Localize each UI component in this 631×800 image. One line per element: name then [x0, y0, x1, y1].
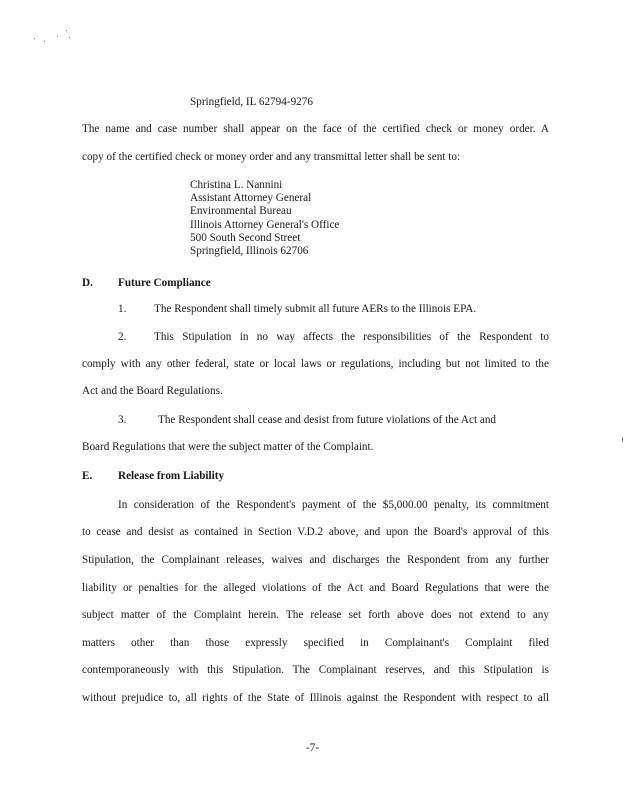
scan-speck: [69, 37, 70, 38]
section-e-letter: E.: [82, 470, 93, 482]
recipient-bureau: Environmental Bureau: [190, 205, 292, 218]
item-text: comply with any other federal, state or local laws or regulations, including but not limited to the: [82, 358, 549, 370]
paragraph-line: matters other than those expressly specified in Complainant's Complaint filed: [82, 637, 549, 649]
item-text: This Stipulation in no way affects the responsibilities of the Respondent to: [154, 331, 549, 343]
paragraph-line: The name and case number shall appear on the face of the certified check or money order. A: [82, 123, 549, 135]
paragraph-line: without prejudice to, all rights of the State of Illinois against the Respondent with respect to all: [82, 692, 549, 704]
paragraph-line: In consideration of the Respondent's payment of the $5,000.00 penalty, its commitment: [118, 499, 549, 511]
recipient-name: Christina L. Nannini: [190, 179, 283, 191]
paragraph-line: Stipulation, the Complainant releases, waives and discharges the Respondent from any further: [82, 554, 549, 566]
item-number: 2.: [118, 331, 127, 343]
recipient-city: Springfield, Illinois 62706: [190, 245, 309, 258]
recipient-address-block: [190, 179, 339, 258]
item-number: 3.: [118, 414, 127, 426]
scan-speck: [66, 30, 67, 31]
paragraph-line: subject matter of the Complaint herein. The release set forth above does not extend to any: [82, 609, 549, 621]
scan-speck: [44, 41, 45, 42]
page-number: -7-: [306, 742, 320, 754]
paragraph-line: copy of the certified check or money order and any transmittal letter shall be sent to:: [82, 151, 461, 163]
item-text: The Respondent shall timely submit all future AERs to the Illinois EPA.: [154, 303, 477, 315]
section-d-title: Future Compliance: [118, 277, 211, 289]
item-text: The Respondent shall cease and desist from future violations of the Act and: [158, 414, 497, 426]
scan-speck: [34, 38, 35, 39]
item-text: Board Regulations that were the subject matter of the Complaint.: [82, 441, 374, 453]
item-text: Act and the Board Regulations.: [82, 385, 223, 397]
recipient-office: Illinois Attorney General's Office: [190, 218, 340, 231]
paragraph-line: liability or penalties for the alleged violations of the Act and Board Regulations that were the: [82, 582, 549, 594]
paragraph-line: contemporaneously with this Stipulation. The Complainant reserves, and this Stipulation is: [82, 664, 549, 676]
section-e-title: Release from Liability: [118, 470, 225, 482]
scan-speck: [57, 36, 58, 37]
paragraph-line: to cease and desist as contained in Section V.D.2 above, and upon the Board's approval of this: [82, 526, 549, 538]
section-d-letter: D.: [82, 277, 93, 289]
recipient-street: 500 South Second Street: [190, 231, 301, 244]
top-address: Springfield, IL 62794-9276: [190, 96, 313, 108]
recipient-title: Assistant Attorney General: [190, 192, 312, 205]
item-number: 1.: [118, 303, 127, 315]
scan-speck: [622, 437, 623, 442]
